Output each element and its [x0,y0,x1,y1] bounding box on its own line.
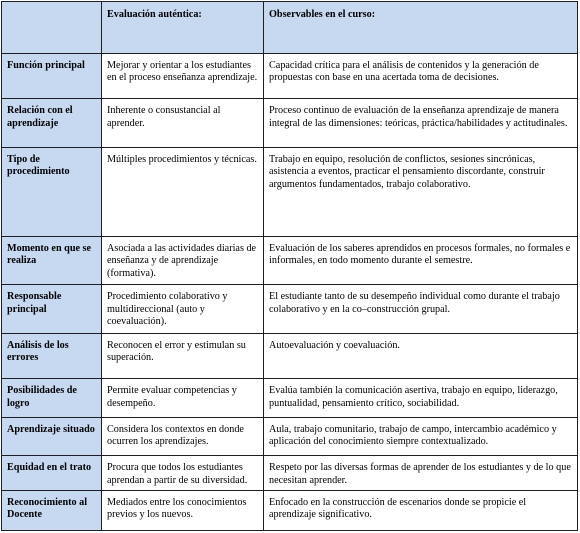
row-label: Función principal [2,54,102,99]
table-row [2,147,578,236]
course-observable-cell: Capacidad crítica para el análisis de contenidos y la generación de propuestas con base en una acertada toma de decisiones. [264,54,578,99]
authentic-evaluation-cell: Procedimiento colaborativo y multidireccional (auto y coevaluación). [102,285,264,334]
row-label: Responsable principal [2,285,102,334]
row-label: Posibilidades de logro [2,379,102,417]
table-row [2,333,578,378]
header-row [2,2,578,54]
row-label: Análisis de los errores [2,333,102,378]
authentic-evaluation-cell: Mejorar y orientar a los estudiantes en el proceso enseñanza aprendizaje. [102,54,264,99]
row-label: Relación con el aprendizaje [2,99,102,148]
authentic-evaluation-cell: Considera los contextos en donde ocurren los aprendizajes. [102,417,264,455]
course-observable-cell: Proceso continuo de evaluación de la enseñanza aprendizaje de manera integral de las dimensiones: teóricas, práctica/habilidades y actitudinales. [264,99,578,148]
table-row [2,236,578,285]
row-label: Reconocimiento al Docente [2,490,102,531]
authentic-evaluation-cell: Inherente o consustancial al aprender. [102,99,264,148]
header-course-observables: Observables en el curso: [264,2,578,54]
row-label: Aprendizaje situado [2,417,102,455]
table-row [2,456,578,490]
table-row [2,379,578,417]
header-authentic-evaluation: Evaluación auténtica: [102,2,264,54]
table-row [2,54,578,99]
course-observable-cell: Enfocado en la construcción de escenarios donde se propicie el aprendizaje significativo. [264,490,578,531]
course-observable-cell: El estudiante tanto de su desempeño individual como durante el trabajo colaborativo y en la co–construcción grupal. [264,285,578,334]
header-corner-cell [2,2,102,54]
row-label: Equidad en el trato [2,456,102,490]
course-observable-cell: Autoevaluación y coevaluación. [264,333,578,378]
comparison-table [1,1,578,531]
table-row [2,99,578,148]
table-row [2,490,578,531]
table-row [2,285,578,334]
course-observable-cell: Respeto por las diversas formas de aprender de los estudiantes y de lo que necesitan aprender. [264,456,578,490]
authentic-evaluation-cell: Procura que todos los estudiantes aprendan a partir de su diversidad. [102,456,264,490]
authentic-evaluation-cell: Permite evaluar competencias y desempeño. [102,379,264,417]
course-observable-cell: Evalúa también la comunicación asertiva, trabajo en equipo, liderazgo, puntualidad, pensamiento crítico, sociabilidad. [264,379,578,417]
authentic-evaluation-cell: Reconocen el error y estimulan su superación. [102,333,264,378]
authentic-evaluation-cell: Asociada a las actividades diarias de enseñanza y de aprendizaje (formativa). [102,236,264,285]
authentic-evaluation-cell: Múltiples procedimientos y técnicas. [102,147,264,236]
course-observable-cell: Evaluación de los saberes aprendidos en procesos formales, no formales e informales, en todo momento durante el semestre. [264,236,578,285]
row-label: Momento en que se realiza [2,236,102,285]
authentic-evaluation-cell: Mediados entre los conocimientos previos y los nuevos. [102,490,264,531]
row-label: Tipo de procedimiento [2,147,102,236]
course-observable-cell: Trabajo en equipo, resolución de conflictos, sesiones sincrónicas, asistencia a eventos, practicar el pensamiento discordante, construir argumentos fundamentados, trabajo colaborativo. [264,147,578,236]
course-observable-cell: Aula, trabajo comunitario, trabajo de campo, intercambio académico y aplicación del conocimiento siempre contextualizado. [264,417,578,455]
table-row [2,417,578,455]
